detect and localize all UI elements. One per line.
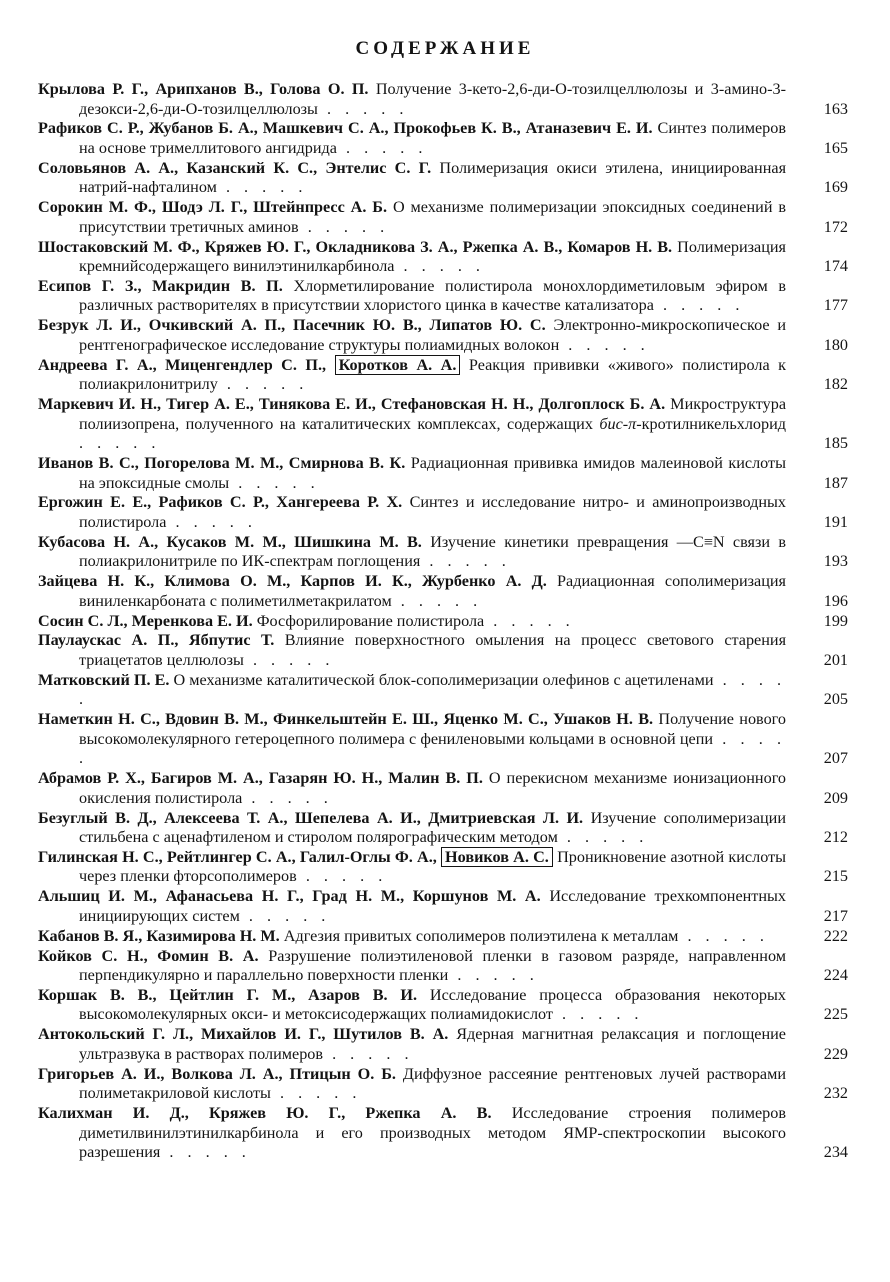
dot-leader: . . . . . bbox=[160, 1143, 251, 1162]
entry-title: О механизме полимеризации эпоксидных соединений в присутствии третичных аминов bbox=[79, 198, 787, 236]
toc-entry bbox=[38, 612, 848, 632]
toc-entry bbox=[38, 887, 848, 926]
toc-entry bbox=[38, 119, 848, 158]
entry-authors: Кабанов В. Я., Казимирова Н. М. bbox=[38, 926, 280, 945]
toc-entry bbox=[38, 1104, 848, 1163]
entry-page-number: 187 bbox=[823, 473, 848, 492]
entry-authors: Альшиц И. М., Афанасьева Н. Г., Град Н. М., Коршунов М. А. bbox=[38, 887, 541, 906]
entry-title: Полимеризация окиси этилена, инициированная натрий-нафталином bbox=[79, 158, 787, 197]
toc-entry bbox=[38, 493, 848, 532]
entry-title: Исследование процесса образования некоторых высокомолекулярных окси- и метоксисодержащих полиамидокислот bbox=[79, 985, 786, 1024]
entry-title: Синтез полимеров на основе тримеллитового ангидрида bbox=[79, 119, 787, 157]
entry-title: Проникновение азотной кислоты через пленки фторсополимеров bbox=[79, 847, 787, 886]
dot-leader: . . . . . bbox=[557, 828, 649, 847]
entry-authors: Безуглый В. Д., Алексеева Т. А., Шепелева А. И., Дмитриевская Л. И. bbox=[38, 808, 584, 827]
toc-entry bbox=[38, 947, 848, 986]
toc-entry bbox=[38, 809, 848, 848]
dot-leader: . . . . . bbox=[394, 257, 485, 276]
toc-entry bbox=[38, 80, 848, 119]
entry-authors: Сорокин М. Ф., Шодэ Л. Г., Штейнпресс А. Б. bbox=[38, 198, 388, 217]
entry-authors: Калихман И. Д., Кряжев Ю. Г., Ржепка А. В. bbox=[38, 1104, 492, 1123]
dot-leader: . . . . . bbox=[79, 729, 786, 768]
toc-entry-text bbox=[38, 710, 848, 769]
dot-leader: . . . . . bbox=[391, 591, 483, 610]
toc-entry bbox=[38, 454, 848, 493]
entry-title: Полимеризация кремнийсодержащего винилэтинилкарбинола bbox=[79, 237, 787, 276]
entry-page-number: 225 bbox=[823, 1005, 848, 1024]
toc-entry-text bbox=[38, 848, 848, 887]
entry-authors: Ергожин Е. Е., Рафиков С. Р., Хангереева Р. Х. bbox=[38, 493, 403, 512]
entry-authors: Гилинская Н. С., Рейтлингер С. А., Галил-Оглы Ф. А., bbox=[38, 847, 437, 866]
entry-authors: Абрамов Р. Х., Багиров М. А., Газарян Ю. Н., Малин В. П. bbox=[38, 769, 483, 788]
entry-title: Электронно-микроскопическое и рентгенографическое исследование структуры полиамидных волокон bbox=[79, 316, 786, 354]
toc-entry-text bbox=[38, 238, 848, 277]
entry-authors: Паулаускас А. П., Ябпутис Т. bbox=[38, 631, 275, 650]
toc-entry-text bbox=[38, 769, 848, 808]
entry-authors: Крылова Р. Г., Арипханов В., Голова О. П. bbox=[38, 80, 369, 98]
toc-entry-text bbox=[38, 493, 848, 532]
entry-page-number: 205 bbox=[823, 690, 848, 709]
dot-leader: . . . . . bbox=[317, 99, 409, 118]
entry-title: Синтез и исследование нитро- и аминопроизводных полистирола bbox=[79, 493, 786, 531]
entry-authors: Шостаковский М. Ф., Кряжев Ю. Г., Окладникова З. А., Ржепка А. В., Комаров Н. В. bbox=[38, 237, 673, 256]
entry-title: Исследование строения полимеров диметилвинилэтинилкарбинола и его производных методом ЯМР-спектроскопии высокого разрешения bbox=[79, 1104, 787, 1162]
entry-page-number: 169 bbox=[823, 178, 848, 197]
dot-leader: . . . . . bbox=[323, 1044, 414, 1063]
toc-entry bbox=[38, 710, 848, 769]
toc-entry bbox=[38, 1025, 848, 1064]
dot-leader: . . . . . bbox=[336, 138, 428, 157]
dot-leader: . . . . . bbox=[653, 296, 745, 315]
toc-entry-text bbox=[38, 119, 848, 158]
entry-page-number: 222 bbox=[823, 926, 848, 945]
entry-page-number: 165 bbox=[823, 138, 848, 157]
entry-title: Радиационная прививка имидов малеиновой кислоты на эпоксидные смолы bbox=[79, 454, 786, 492]
entry-authors: Андреева Г. А., Миценгендлер С. П., bbox=[38, 355, 327, 374]
toc-entry-text bbox=[38, 316, 848, 355]
entry-authors: Матковский П. Е. bbox=[38, 670, 170, 689]
entry-authors: Рафиков С. Р., Жубанов Б. А., Машкевич С. А., Прокофьев К. В., Атаназевич Е. И. bbox=[38, 119, 653, 138]
entry-page-number: 207 bbox=[823, 749, 848, 768]
entry-page-number: 196 bbox=[823, 591, 848, 610]
toc-entry-text bbox=[38, 277, 848, 316]
dot-leader: . . . . . bbox=[296, 867, 388, 886]
entry-title: Реакция прививки «живого» полистирола к полиакрилонитрилу bbox=[79, 355, 787, 394]
entry-title: Исследование трехкомпонентных инициирующих систем bbox=[79, 887, 787, 925]
entry-authors: Маркевич И. Н., Тигер А. Е., Тинякова Е. И., Стефановская Н. Н., Долгоплоск Б. А. bbox=[38, 395, 666, 414]
dot-leader: . . . . . bbox=[552, 1005, 644, 1024]
entry-title: Влияние поверхностного омыления на процесс светового старения триацетатов целлюлозы bbox=[79, 631, 787, 669]
dot-leader: . . . . . bbox=[298, 217, 390, 236]
toc-entry-text bbox=[38, 671, 848, 710]
entry-authors: Койков С. Н., Фомин В. А. bbox=[38, 946, 259, 965]
entry-authors: Соловьянов А. А., Казанский К. С., Энтелис С. Г. bbox=[38, 158, 432, 177]
toc-entry-text bbox=[38, 1025, 848, 1064]
entry-title: Получение 3-кето-2,6-ди-О-тозилцеллюлозы и 3-амино-3-дезокси-2,6-ди-О-тозилцеллюлозы bbox=[79, 80, 786, 118]
entry-authors: Антокольский Г. Л., Михайлов И. Г., Шутилов В. А. bbox=[38, 1025, 449, 1044]
dot-leader: . . . . . bbox=[239, 906, 331, 925]
entry-page-number: 201 bbox=[823, 650, 848, 669]
entry-page-number: 191 bbox=[823, 512, 848, 531]
toc-entry-text bbox=[38, 887, 848, 926]
dot-leader: . . . . . bbox=[448, 966, 539, 985]
entry-page-number: 229 bbox=[823, 1044, 848, 1063]
entry-title: Радиационная сополимеризация виниленкарбоната с полиметилметакрилатом bbox=[79, 572, 787, 610]
dot-leader: . . . . . bbox=[243, 650, 335, 669]
page-title: СОДЕРЖАНИЕ bbox=[355, 38, 535, 59]
dot-leader: . . . . . bbox=[420, 552, 511, 571]
toc-entry bbox=[38, 848, 848, 887]
dot-leader: . . . . . bbox=[270, 1084, 362, 1103]
dot-leader: . . . . . bbox=[484, 611, 575, 630]
toc-entry-text bbox=[38, 80, 848, 119]
entry-authors: Коршак В. В., Цейтлин Г. М., Азаров В. И. bbox=[38, 985, 418, 1004]
entry-authors: Зайцева Н. К., Климова О. М., Карпов И. К., Журбенко А. Д. bbox=[38, 572, 547, 591]
entry-page-number: 234 bbox=[823, 1143, 848, 1162]
entry-title: Фосфорилирование полистирола bbox=[256, 611, 485, 630]
toc-entry bbox=[38, 277, 848, 316]
toc-entry-text bbox=[38, 631, 848, 670]
entry-title: Разрушение полиэтиленовой пленки в газовом разряде, направленном перпендикулярно и параллельно поверхности пленки bbox=[79, 946, 786, 985]
toc-entry bbox=[38, 769, 848, 808]
toc-entry bbox=[38, 986, 848, 1025]
entry-title: Изучение сополимеризации стильбена с аценафтиленом и стиролом полярографическим методом bbox=[79, 808, 786, 847]
entry-authors: Иванов В. С., Погорелова М. М., Смирнова В. К. bbox=[38, 454, 406, 473]
dot-leader: . . . . . bbox=[166, 512, 257, 531]
entry-page-number: 177 bbox=[823, 296, 848, 315]
entry-boxed-author: Новиков А. С. bbox=[441, 847, 553, 867]
entry-page-number: 180 bbox=[823, 335, 848, 354]
entry-title-end: -кротилникельхлорид bbox=[636, 414, 786, 433]
entry-authors: Наметкин Н. С., Вдовин В. М., Финкельштейн Е. Ш., Яценко М. С., Ушаков Н. В. bbox=[38, 710, 654, 729]
toc-entry-text bbox=[38, 198, 848, 237]
toc-entry bbox=[38, 238, 848, 277]
entry-title: Микроструктура полиизопрена, полученного на каталитических комплексах, содержащих bbox=[79, 395, 786, 433]
dot-leader: . . . . . bbox=[678, 926, 769, 945]
entry-title: Адгезия привитых сополимеров полиэтилена к металлам bbox=[283, 926, 679, 945]
toc-entry-text bbox=[38, 809, 848, 848]
entry-authors: Есипов Г. З., Макридин В. П. bbox=[38, 276, 283, 295]
toc-entry bbox=[38, 159, 848, 198]
toc-entry bbox=[38, 631, 848, 670]
toc-entry bbox=[38, 198, 848, 237]
entry-page-number: 215 bbox=[823, 867, 848, 886]
dot-leader: . . . . . bbox=[216, 178, 308, 197]
entry-title-italic: бис-π bbox=[599, 414, 637, 433]
entry-title: О перекисном механизме ионизационного окисления полистирола bbox=[79, 769, 787, 807]
dot-leader: . . . . . bbox=[559, 335, 650, 354]
entry-authors: Безрук Л. И., Очкивский А. П., Пасечник Ю. В., Липатов Ю. С. bbox=[38, 316, 546, 335]
toc-entry bbox=[38, 533, 848, 572]
dot-leader: . . . . . bbox=[217, 375, 309, 394]
entry-title: Диффузное рассеяние рентгеновых лучей растворами полиметакриловой кислоты bbox=[79, 1064, 787, 1103]
toc-entry-text bbox=[38, 947, 848, 986]
table-of-contents bbox=[38, 80, 848, 1163]
entry-page-number: 224 bbox=[823, 966, 848, 985]
dot-leader: . . . . . bbox=[79, 434, 161, 453]
entry-page-number: 174 bbox=[823, 257, 848, 276]
toc-entry-text bbox=[38, 986, 848, 1025]
toc-entry bbox=[38, 1065, 848, 1104]
entry-authors: Сосин С. Л., Меренкова Е. И. bbox=[38, 611, 253, 630]
entry-title: О механизме каталитической блок-сополимеризации олефинов с ацетиленами bbox=[173, 670, 714, 689]
toc-entry-text bbox=[38, 454, 848, 493]
entry-boxed-author: Коротков А. А. bbox=[335, 355, 461, 375]
entry-page-number: 209 bbox=[823, 788, 848, 807]
entry-page-number: 185 bbox=[823, 434, 848, 453]
dot-leader: . . . . . bbox=[79, 670, 786, 709]
toc-entry-text bbox=[38, 1065, 848, 1104]
entry-title: Хлорметилирование полистирола монохлордиметиловым эфиром в различных растворителях в присутствии хлористого цинка в качестве катализатора bbox=[79, 276, 787, 315]
toc-entry bbox=[38, 927, 848, 947]
toc-entry bbox=[38, 395, 848, 454]
toc-entry-text bbox=[38, 356, 848, 395]
toc-entry-text bbox=[38, 572, 848, 611]
entry-authors: Кубасова Н. А., Кусаков М. М., Шишкина М. В. bbox=[38, 532, 422, 551]
toc-entry bbox=[38, 356, 848, 395]
toc-entry-text bbox=[38, 927, 848, 947]
entry-page-number: 232 bbox=[823, 1084, 848, 1103]
entry-title: Ядерная магнитная релаксация и поглощение ультразвука в растворах полимеров bbox=[79, 1025, 786, 1063]
entry-authors: Григорьев А. И., Волкова Л. А., Птицын О. Б. bbox=[38, 1064, 396, 1083]
entry-page-number: 163 bbox=[823, 99, 848, 118]
toc-entry-text bbox=[38, 1104, 848, 1163]
entry-page-number: 193 bbox=[823, 552, 848, 571]
toc-entry-text bbox=[38, 395, 848, 454]
entry-page-number: 182 bbox=[823, 375, 848, 394]
toc-entry-text bbox=[38, 533, 848, 572]
entry-title: Получение нового высокомолекулярного гетероцепного полимера с фениленовыми кольцами в основной цепи bbox=[79, 710, 787, 748]
toc-entry bbox=[38, 671, 848, 710]
entry-page-number: 172 bbox=[823, 217, 848, 236]
entry-page-number: 217 bbox=[823, 906, 848, 925]
toc-entry-text bbox=[38, 159, 848, 198]
toc-entry bbox=[38, 572, 848, 611]
dot-leader: . . . . . bbox=[229, 473, 320, 492]
entry-page-number: 199 bbox=[823, 611, 848, 630]
dot-leader: . . . . . bbox=[242, 788, 333, 807]
entry-title: Изучение кинетики превращения —C≡N связи в полиакрилонитриле по ИК-спектрам поглощения bbox=[79, 532, 787, 571]
toc-entry bbox=[38, 316, 848, 355]
entry-page-number: 212 bbox=[823, 828, 848, 847]
toc-entry-text bbox=[38, 612, 848, 632]
